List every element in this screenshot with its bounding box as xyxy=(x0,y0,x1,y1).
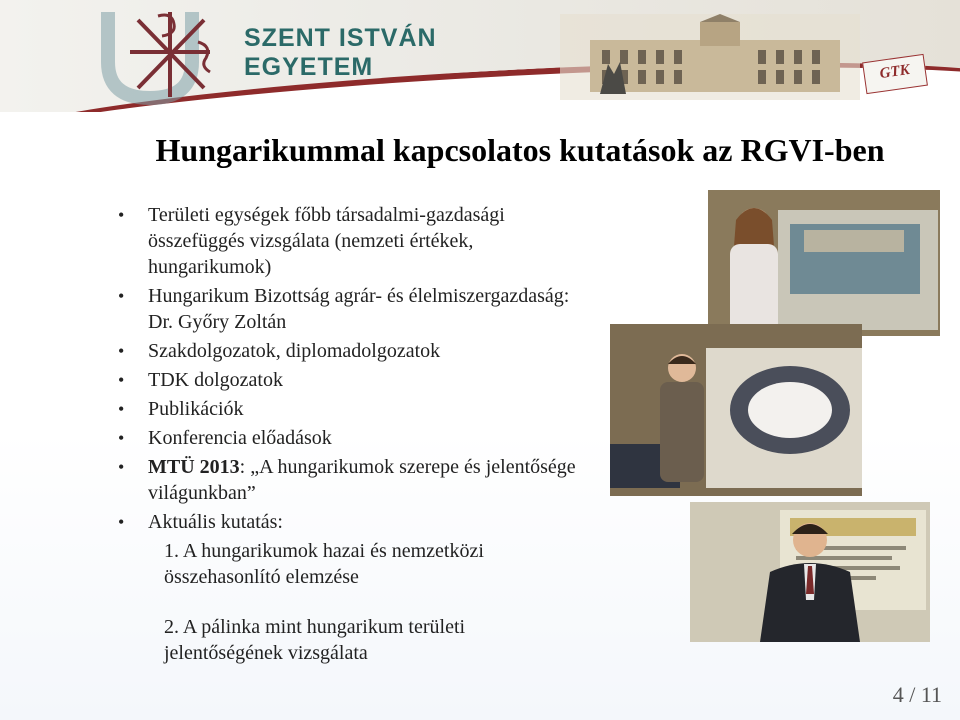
bullet-list xyxy=(118,202,588,669)
list-item xyxy=(118,338,588,364)
bullet-text: Publikációk xyxy=(148,398,244,420)
list-item xyxy=(118,425,588,451)
university-name-line2: EGYETEM xyxy=(244,53,374,81)
list-item xyxy=(118,202,588,280)
slide-title: Hungarikummal kapcsolatos kutatások az RGVI-ben xyxy=(155,132,885,168)
sub-list-item xyxy=(118,614,588,666)
bullet-text: Hungarikum Bizottság agrár- és élelmiszergazdaság: Dr. Győry Zoltán xyxy=(148,285,570,333)
bullet-icon: • xyxy=(118,370,125,390)
slide-header xyxy=(0,0,960,112)
university-name-line1: SZENT ISTVÁN xyxy=(244,24,437,52)
page-number: 4 / 11 xyxy=(892,682,942,707)
faculty-badge-label: GTK xyxy=(878,62,911,83)
bullet-icon: • xyxy=(118,428,125,448)
bullet-text: Konferencia előadások xyxy=(148,427,332,449)
university-building-image xyxy=(560,14,860,100)
mtu-event-name: MTÜ 2013 xyxy=(148,456,240,478)
university-name xyxy=(244,24,437,82)
bullet-icon: • xyxy=(118,205,125,225)
sub-item-text: 1. A hungarikumok hazai és nemzetközi összehasonlító elemzése xyxy=(164,540,484,588)
bullet-text: Területi egységek főbb társadalmi-gazdasági összefüggés vizsgálata (nemzeti értékek, hungarikumok) xyxy=(148,204,505,278)
university-seal-logo xyxy=(100,2,228,106)
bullet-icon: • xyxy=(118,457,125,477)
bullet-text: TDK dolgozatok xyxy=(148,369,283,391)
bullet-icon: • xyxy=(118,512,125,532)
bullet-icon: • xyxy=(118,286,125,306)
sub-item-text: 2. A pálinka mint hungarikum területi jelentőségének vizsgálata xyxy=(164,616,466,664)
presenter-woman-photo xyxy=(708,190,940,336)
presenter-man-photo xyxy=(610,324,862,496)
list-item xyxy=(118,454,588,506)
list-item xyxy=(118,396,588,422)
bullet-icon: • xyxy=(118,399,125,419)
bullet-text: Szakdolgozatok, diplomadolgozatok xyxy=(148,340,441,362)
bullet-text: Aktuális kutatás: xyxy=(148,511,283,533)
list-item xyxy=(118,283,588,335)
presenter-man-suit-photo xyxy=(690,502,930,642)
list-item xyxy=(118,509,588,535)
list-item xyxy=(118,367,588,393)
bullet-icon: • xyxy=(118,341,125,361)
mtu-event-title: : „A hungarikumok szerepe és jelentősége világunkban” xyxy=(148,456,576,504)
sub-list-item xyxy=(118,538,588,590)
